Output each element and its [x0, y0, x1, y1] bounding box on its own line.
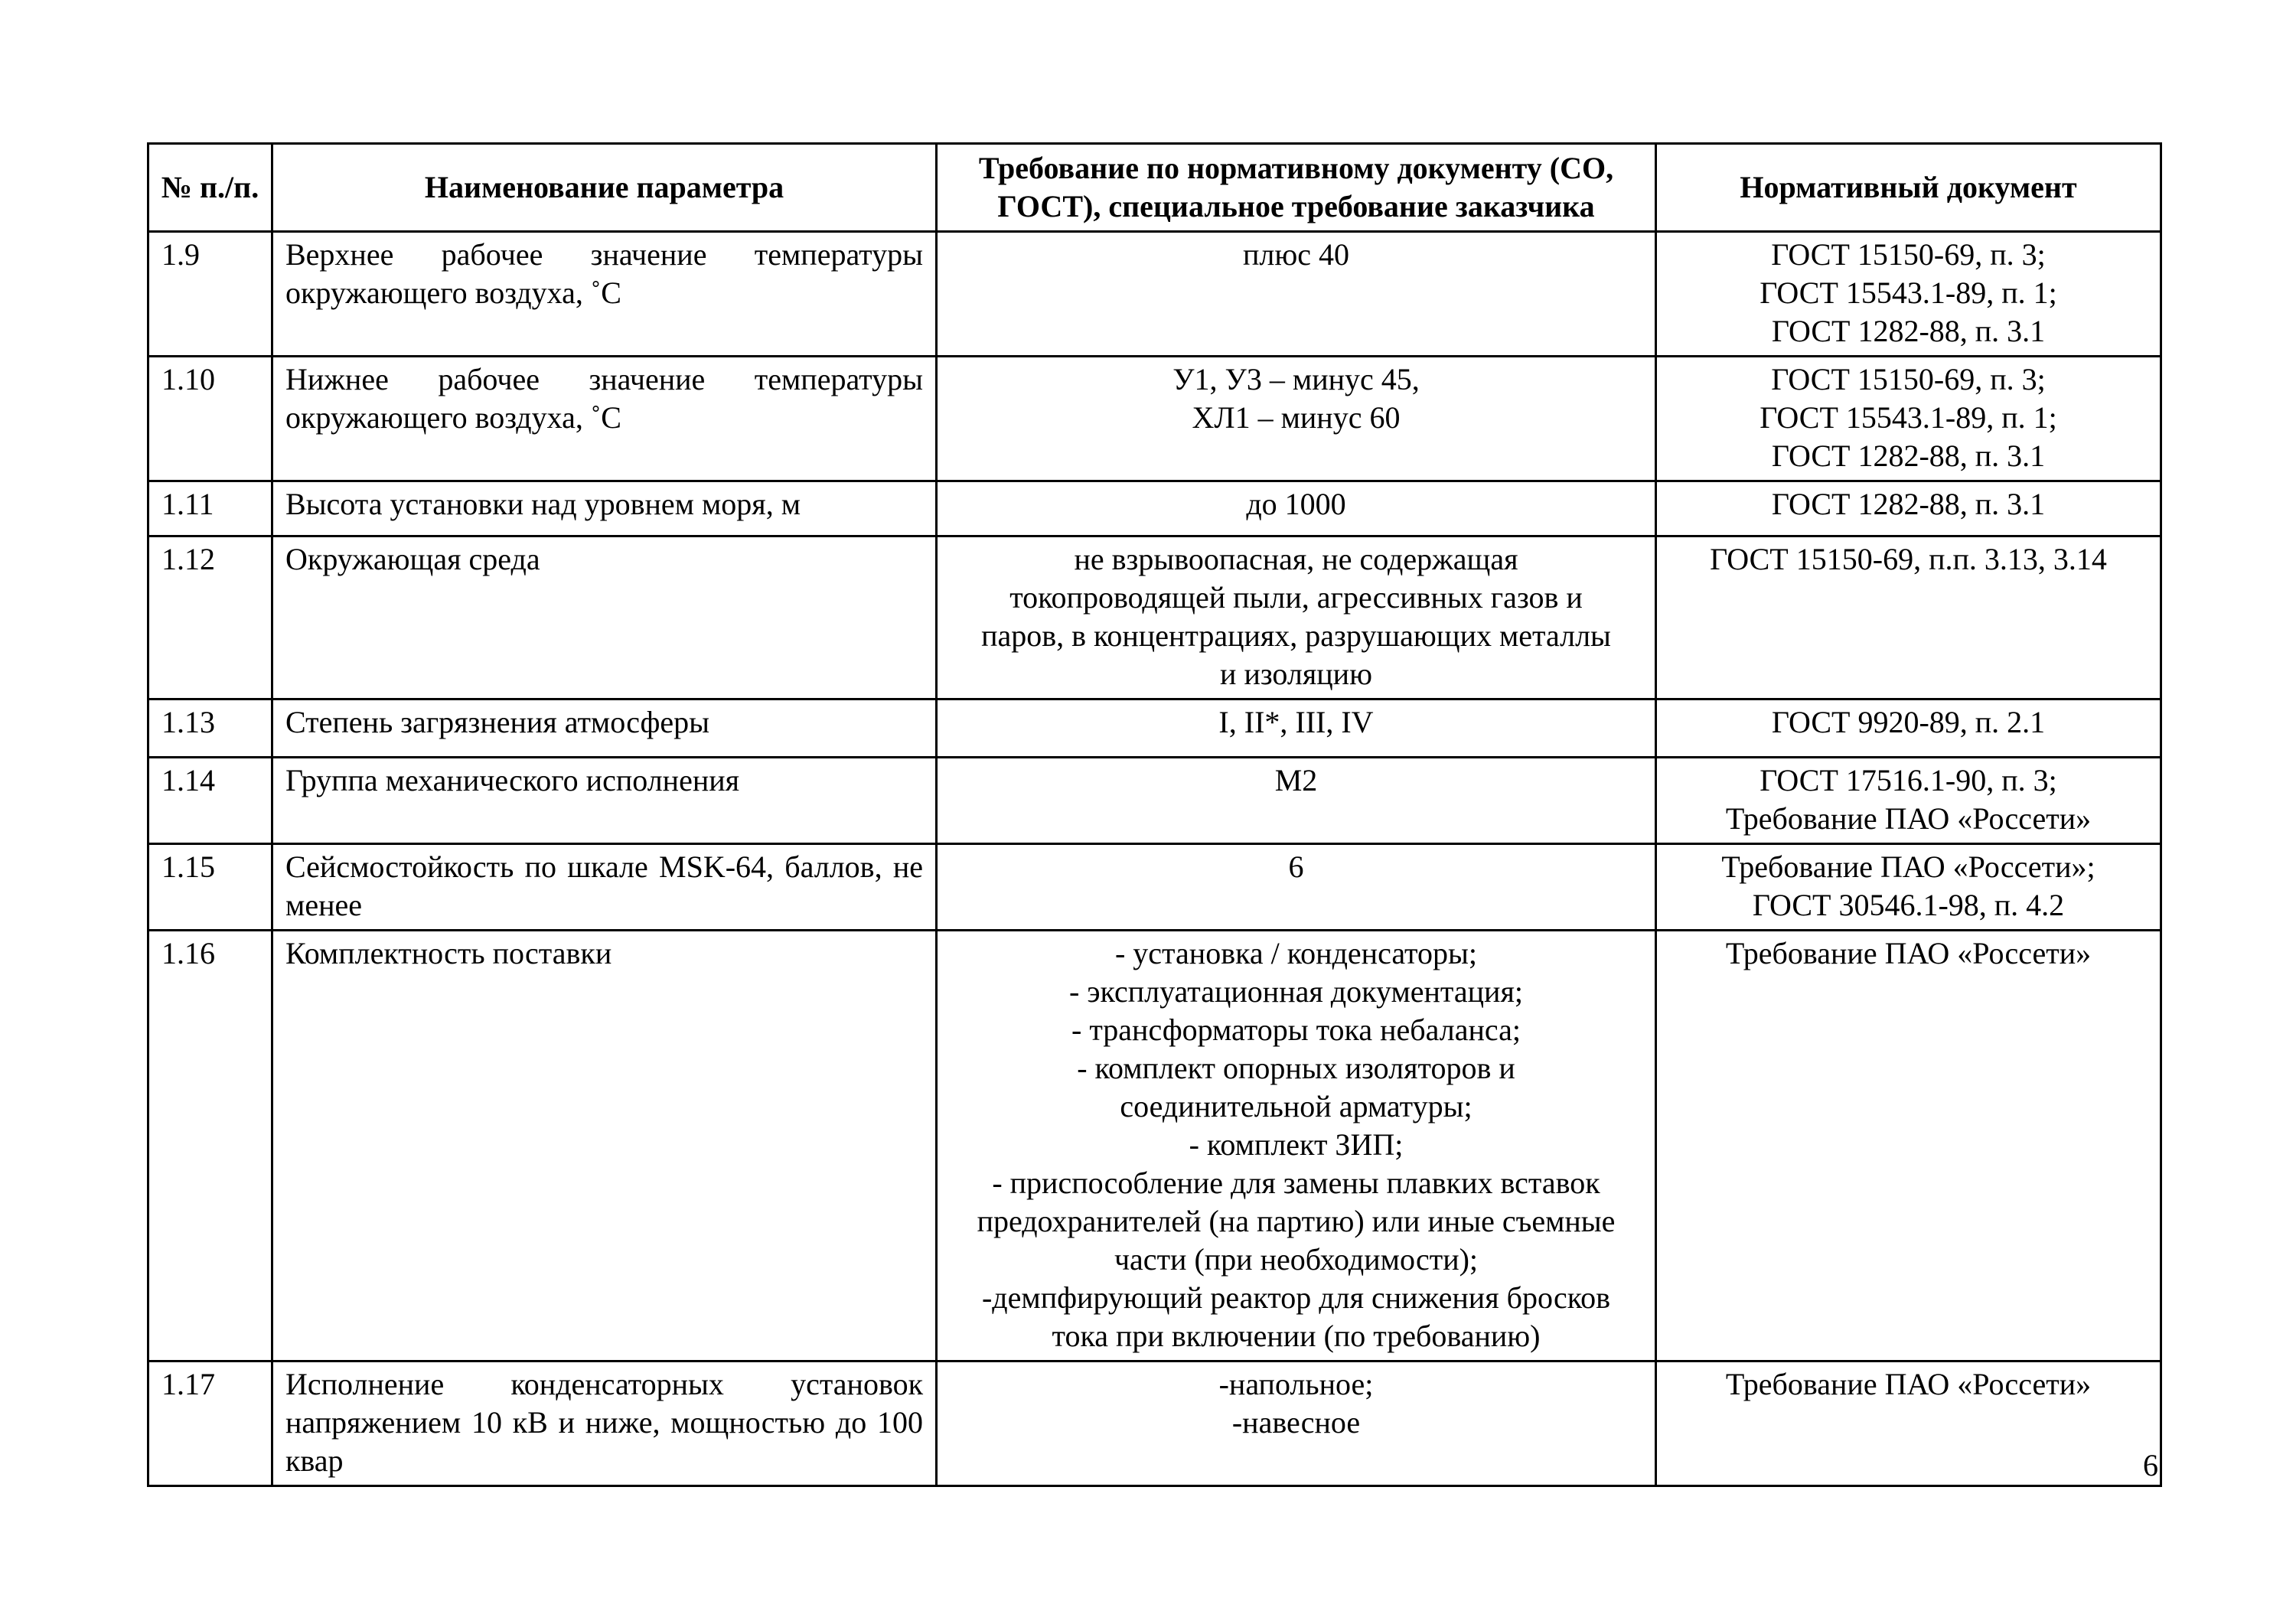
requirement-line: паров, в концентрациях, разрушающих металлы [981, 618, 1611, 653]
requirement-line: до 1000 [1246, 487, 1346, 521]
requirement-line: У1, У3 – минус 45, [1172, 362, 1420, 396]
row-number: 1.17 [148, 1361, 272, 1486]
document-line: ГОСТ 17516.1-90, п. 3; [1760, 763, 2057, 797]
row-number: 1.15 [148, 844, 272, 931]
document-line: Требование ПАО «Россети» [1725, 801, 2092, 836]
parameter-name: Нижнее рабочее значение температуры окружающего воздуха, ˚С [272, 357, 937, 481]
document-line: ГОСТ 1282-88, п. 3.1 [1771, 487, 2046, 521]
table-row [148, 232, 2161, 357]
normative-document [1656, 1361, 2161, 1486]
requirement-value [937, 357, 1656, 481]
requirement-line: -напольное; [1218, 1367, 1374, 1401]
table-row [148, 357, 2161, 481]
document-line: ГОСТ 15150-69, п. 3; [1771, 362, 2046, 396]
table-row [148, 844, 2161, 931]
document-line: Требование ПАО «Россети» [1725, 936, 2092, 970]
document-line: ГОСТ 1282-88, п. 3.1 [1771, 439, 2046, 473]
document-line: ГОСТ 15150-69, п. 3; [1771, 237, 2046, 272]
normative-document [1656, 844, 2161, 931]
row-number: 1.12 [148, 536, 272, 699]
requirement-line: тока при включении (по требованию) [1052, 1319, 1541, 1353]
table-row [148, 1361, 2161, 1486]
requirement-line: - приспособление для замены плавких вставок [992, 1166, 1600, 1200]
row-number: 1.10 [148, 357, 272, 481]
document-line: Требование ПАО «Россети» [1725, 1367, 2092, 1401]
normative-document [1656, 931, 2161, 1361]
document-line: ГОСТ 30546.1-98, п. 4.2 [1752, 888, 2065, 922]
requirement-value [937, 844, 1656, 931]
requirement-line: I, II*, III, IV [1218, 705, 1374, 739]
normative-document [1656, 536, 2161, 699]
row-number: 1.14 [148, 758, 272, 844]
requirement-line: плюс 40 [1242, 237, 1349, 272]
requirement-line: - установка / конденсаторы; [1114, 936, 1477, 970]
header-requirement: Требование по нормативному документу (СО, ГОСТ), специальное требование заказчика [937, 144, 1656, 232]
requirement-value [937, 931, 1656, 1361]
parameter-name: Степень загрязнения атмосферы [272, 699, 937, 758]
parameter-name: Высота установки над уровнем моря, м [272, 481, 937, 536]
row-number: 1.13 [148, 699, 272, 758]
requirement-value [937, 699, 1656, 758]
document-line: ГОСТ 9920-89, п. 2.1 [1771, 705, 2046, 739]
parameter-name: Комплектность поставки [272, 931, 937, 1361]
requirement-value [937, 758, 1656, 844]
normative-document [1656, 232, 2161, 357]
requirement-line: - комплект ЗИП; [1189, 1127, 1404, 1162]
requirement-line: 6 [1288, 850, 1304, 884]
table-row [148, 931, 2161, 1361]
requirement-line: не взрывоопасная, не содержащая [1074, 542, 1518, 576]
normative-document [1656, 357, 2161, 481]
requirement-line: токопроводящей пыли, агрессивных газов и [1009, 580, 1583, 615]
requirement-line: -демпфирующий реактор для снижения бросков [981, 1280, 1611, 1315]
row-number: 1.11 [148, 481, 272, 536]
requirement-line: - эксплуатационная документация; [1069, 974, 1523, 1009]
row-number: 1.16 [148, 931, 272, 1361]
header-number: № п./п. [148, 144, 272, 232]
document-line: ГОСТ 15150-69, п.п. 3.13, 3.14 [1710, 542, 2107, 576]
requirement-line: - трансформаторы тока небаланса; [1071, 1013, 1521, 1047]
parameter-name: Группа механического исполнения [272, 758, 937, 844]
requirements-table [147, 142, 2162, 1487]
requirement-value [937, 481, 1656, 536]
parameter-name: Окружающая среда [272, 536, 937, 699]
document-line: ГОСТ 15543.1-89, п. 1; [1760, 400, 2057, 435]
normative-document [1656, 758, 2161, 844]
normative-document [1656, 481, 2161, 536]
table-row [148, 758, 2161, 844]
page-number: 6 [2143, 1448, 2158, 1482]
parameter-name: Сейсмостойкость по шкале MSK-64, баллов, не менее [272, 844, 937, 931]
table-row [148, 536, 2161, 699]
requirement-line: ХЛ1 – минус 60 [1192, 400, 1401, 435]
header-parameter-name: Наименование параметра [272, 144, 937, 232]
table-header-row [148, 144, 2161, 232]
requirement-line: - комплект опорных изоляторов и [1077, 1051, 1515, 1085]
requirement-value [937, 536, 1656, 699]
requirement-line: части (при необходимости); [1114, 1242, 1479, 1277]
parameter-name: Верхнее рабочее значение температуры окружающего воздуха, ˚С [272, 232, 937, 357]
requirement-value [937, 232, 1656, 357]
requirement-line: соединительной арматуры; [1120, 1089, 1473, 1123]
requirement-line: и изоляцию [1220, 657, 1372, 691]
table-row [148, 481, 2161, 536]
requirement-line: М2 [1274, 763, 1318, 797]
row-number: 1.9 [148, 232, 272, 357]
requirement-line: -навесное [1231, 1405, 1361, 1440]
document-line: ГОСТ 1282-88, п. 3.1 [1771, 314, 2046, 348]
document-line: ГОСТ 15543.1-89, п. 1; [1760, 276, 2057, 310]
requirement-value [937, 1361, 1656, 1486]
header-normative-document: Нормативный документ [1656, 144, 2161, 232]
parameter-name: Исполнение конденсаторных установок напряжением 10 кВ и ниже, мощностью до 100 квар [272, 1361, 937, 1486]
table-row [148, 699, 2161, 758]
normative-document [1656, 699, 2161, 758]
document-line: Требование ПАО «Россети»; [1721, 850, 2095, 884]
requirement-line: предохранителей (на партию) или иные съемные [977, 1204, 1616, 1238]
